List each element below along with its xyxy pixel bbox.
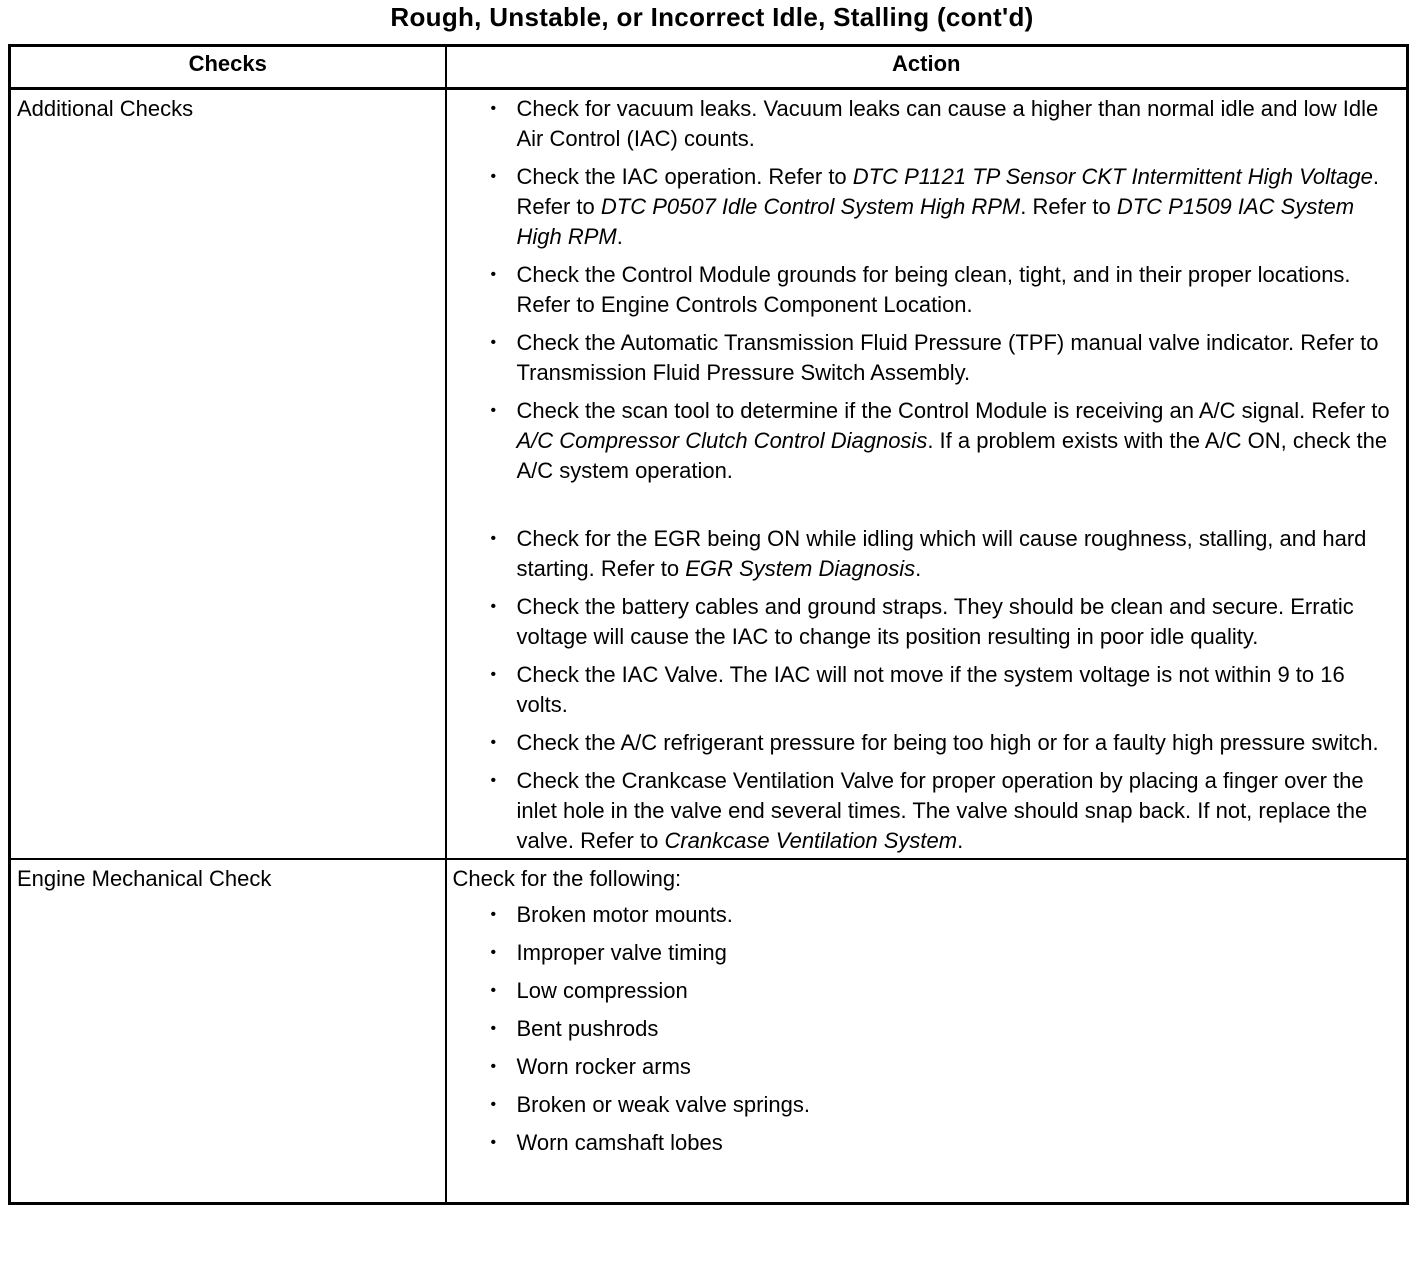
item-text: Check the IAC operation. Refer to (516, 164, 853, 189)
list-item (453, 524, 1397, 584)
item-text: Low compression (516, 978, 688, 1003)
bullet-icon: • (490, 598, 497, 615)
list-item (453, 592, 1397, 652)
list-item (453, 396, 1397, 486)
item-text: Check the A/C refrigerant pressure for being too high or for a faulty high pressure switch. (516, 730, 1379, 755)
table-header-row (10, 46, 1408, 89)
bullet-icon: • (490, 168, 497, 185)
bullet-icon: • (490, 334, 497, 351)
item-text: Check the Control Module grounds for being clean, tight, and in their proper locations. Refer to Engine Controls Component Location. (516, 262, 1351, 317)
item-text: . (616, 224, 623, 249)
list-item (453, 1128, 1397, 1158)
reference-ac-compressor: A/C Compressor Clutch Control Diagnosis (516, 428, 928, 453)
reference-crankcase-ventilation: Crankcase Ventilation System (664, 828, 958, 853)
item-text: . (915, 556, 922, 581)
bullet-icon: • (490, 266, 497, 283)
list-item (453, 766, 1397, 856)
action-cell-engine-mechanical (446, 859, 1408, 1204)
bullet-icon: • (490, 772, 497, 789)
reference-egr-system: EGR System Diagnosis (685, 556, 916, 581)
list-item (453, 728, 1397, 758)
item-text: Check for the EGR being ON while idling which will cause roughness, stalling, and hard starting. Refer to (516, 526, 1367, 581)
item-text: Bent pushrods (516, 1016, 659, 1041)
item-text: Check for vacuum leaks. Vacuum leaks can cause a higher than normal idle and low Idle Air Control (IAC) counts. (516, 96, 1379, 151)
item-text: Broken motor mounts. (516, 902, 733, 927)
item-text: Worn camshaft lobes (516, 1130, 723, 1155)
item-text: . If a problem exists with the A/C ON, check the A/C system operation. (516, 428, 1388, 483)
list-item (453, 1014, 1397, 1044)
bullet-icon: • (490, 100, 497, 117)
engine-mechanical-list (453, 900, 1397, 1158)
bullet-icon: • (490, 906, 497, 923)
list-item (453, 328, 1397, 388)
reference-dtc-p1121: DTC P1121 TP Sensor CKT Intermittent High Voltage (852, 164, 1373, 189)
item-text: Check the IAC Valve. The IAC will not move if the system voltage is not within 9 to 16 volts. (516, 662, 1345, 717)
item-text: Worn rocker arms (516, 1054, 691, 1079)
item-text: . Refer to (1020, 194, 1117, 219)
page-title: Rough, Unstable, or Incorrect Idle, Stalling (cont'd) (390, 2, 1034, 32)
table-row-engine-mechanical (10, 859, 1408, 1204)
bullet-icon: • (490, 1020, 497, 1037)
item-text: Check the scan tool to determine if the Control Module is receiving an A/C signal. Refer to (516, 398, 1390, 423)
diagnostic-table (8, 44, 1409, 1205)
item-text: . Refer to (516, 164, 1379, 219)
bullet-icon: • (490, 982, 497, 999)
engine-check-intro: Check for the following: (452, 866, 682, 891)
bullet-icon: • (490, 666, 497, 683)
list-item (453, 938, 1397, 968)
item-text: Check the Automatic Transmission Fluid Pressure (TPF) manual valve indicator. Refer to Transmission Fluid Pressure Switch Assembly. (516, 330, 1379, 385)
list-item (453, 660, 1397, 720)
bullet-icon: • (490, 402, 497, 419)
list-item (453, 976, 1397, 1006)
check-label-engine-mechanical: Engine Mechanical Check (10, 859, 446, 1204)
bullet-icon: • (490, 1058, 497, 1075)
item-text: Broken or weak valve springs. (516, 1092, 810, 1117)
item-text: . (957, 828, 964, 853)
item-text: Improper valve timing (516, 940, 727, 965)
item-text: Check the Crankcase Ventilation Valve for proper operation by placing a finger over the inlet hole in the valve end several times. The valve should snap back. If not, replace the valve. Refer to (516, 768, 1368, 853)
check-label-additional: Additional Checks (10, 89, 446, 860)
action-cell-additional (446, 89, 1408, 860)
header-checks: Checks (10, 46, 446, 89)
list-item (453, 900, 1397, 930)
reference-dtc-p0507: DTC P0507 Idle Control System High RPM (600, 194, 1021, 219)
header-action: Action (446, 46, 1408, 89)
table-row-additional-checks (10, 89, 1408, 860)
list-item (453, 1052, 1397, 1082)
bullet-icon: • (490, 734, 497, 751)
list-item (453, 260, 1397, 320)
reference-dtc-p1509: DTC P1509 IAC System High RPM (516, 194, 1355, 249)
list-item (453, 162, 1397, 252)
bullet-icon: • (490, 1134, 497, 1151)
bullet-icon: • (490, 1096, 497, 1113)
bullet-icon: • (490, 530, 497, 547)
list-item (453, 94, 1397, 154)
list-item (453, 1090, 1397, 1120)
additional-checks-list (453, 94, 1397, 856)
bullet-icon: • (490, 944, 497, 961)
item-text: Check the battery cables and ground straps. They should be clean and secure. Erratic voltage will cause the IAC to change its position resulting in poor idle quality. (516, 594, 1354, 649)
